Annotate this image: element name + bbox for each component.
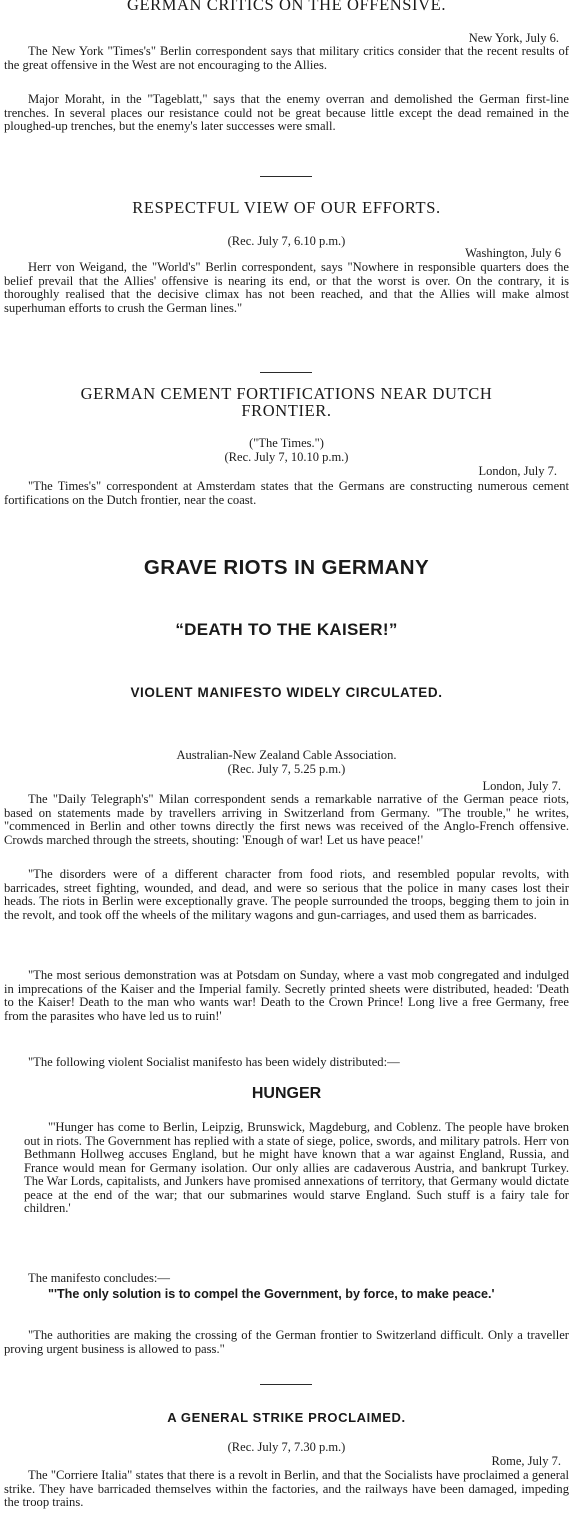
manifesto-quote: "'Hunger has come to Berlin, Leipzig, Brunswick, Magdeburg, and Coblenz. The people have broken out in riots. The Government has replied with a state of siege, police, swords, and military patrols. Herr von Bethmann Hollweg accuses England, but he might have known that a war against England, Russia, and France would mean for Germany isolation. Our only allies are cadaverous Austria, and bankrupt Turkey. The War Lords, capitalists, and Junkers have promised annexations of territory, that Germany would dictate peace at the end of the war; that our submarines would starve England. Such stuff is a fairy tale for children.' <box>24 1120 569 1215</box>
strike-paragraph-1: The "Corriere Italia" states that there is a revolt in Berlin, and that the Socialists have proclaimed a general strike. They have barricaded themselves within the factories, and the railways have been damaged, impeding the troop trains. <box>4 1468 569 1509</box>
riots-paragraph-4: "The following violent Socialist manifesto has been widely distributed:— <box>28 1055 400 1069</box>
rec-time: (Rec. July 7, 10.10 p.m.) <box>224 450 349 464</box>
headline-german-critics: GERMAN CRITICS ON THE OFFENSIVE. <box>126 0 447 14</box>
headline-cement-line1: GERMAN CEMENT FORTIFICATIONS NEAR DUTCH <box>80 384 493 403</box>
dateline-rome: Rome, July 7. <box>491 1454 561 1468</box>
source-the-times: ("The Times.") <box>249 436 324 450</box>
headline-respectful-view: RESPECTFUL VIEW OF OUR EFFORTS. <box>132 198 441 217</box>
dateline-london: London, July 7. <box>482 779 561 793</box>
subhead-death-to-kaiser: “DEATH TO THE KAISER!” <box>175 620 398 639</box>
dateline-london: London, July 7. <box>478 464 557 478</box>
manifesto-concludes: The manifesto concludes:— <box>28 1271 170 1285</box>
subhead-hunger: HUNGER <box>251 1085 322 1102</box>
dateline-washington: Washington, July 6 <box>465 246 561 260</box>
headline-grave-riots: GRAVE RIOTS IN GERMANY <box>143 556 430 579</box>
dateline-new-york: New York, July 6. <box>468 31 559 45</box>
subhead-violent-manifesto: VIOLENT MANIFESTO WIDELY CIRCULATED. <box>130 685 443 700</box>
separator-rule <box>260 372 312 373</box>
riots-paragraph-3: "The most serious demonstration was at Potsdam on Sunday, where a vast mob congregated and indulged in imprecations of the Kaiser and the Imperial family. Secretly printed sheets were distributed, headed: 'Death to the Kaiser! Death to the man who wants war! Death to the Crown Prince! Long live a free Germany, free from the parasites who have led us to ruin!' <box>4 968 569 1023</box>
critics-paragraph-2: Major Moraht, in the "Tageblatt," says that the enemy overran and demolished the German first-line trenches. In several places our resistance could not be great because little except the dead remained in the ploughed-up trenches, but the enemy's later successes were small. <box>4 92 569 133</box>
cable-association: Australian-New Zealand Cable Association. <box>176 748 397 762</box>
separator-rule <box>260 176 312 177</box>
headline-cement-line2: FRONTIER. <box>241 401 332 420</box>
rec-time: (Rec. July 7, 7.30 p.m.) <box>227 1440 346 1454</box>
rec-time: (Rec. July 7, 6.10 p.m.) <box>227 234 346 248</box>
separator-rule <box>260 1384 312 1385</box>
riots-paragraph-5: "The authorities are making the crossing of the German frontier to Switzerland difficult. Only a traveller proving urgent business is allowed to pass." <box>4 1328 569 1356</box>
riots-paragraph-2: "The disorders were of a different character from food riots, and resembled popular revolts, with barricades, street fighting, wounded, and dead, and were so serious that the police in many cases lost their heads. The riots in Berlin were exceptionally grave. The people surrounded the troops, begging them to join in the revolt, and took off the wheels of the military wagons and gun-carriages, and used them as barricades. <box>4 867 569 922</box>
headline-general-strike: A GENERAL STRIKE PROCLAIMED. <box>167 1410 406 1425</box>
respectful-paragraph-1: Herr von Weigand, the "World's" Berlin correspondent, says "Nowhere in responsible quarters does the belief prevail that the Allies' offensive is nearing its end, or that the worst is over. On the contrary, it is thoroughly realised that the decisive climax has not been reached, and that the Allies will make almost superhuman efforts to crush the German lines." <box>4 260 569 315</box>
manifesto-conclusion-quote: "'The only solution is to compel the Government, by force, to make peace.' <box>48 1287 495 1301</box>
riots-paragraph-1: The "Daily Telegraph's" Milan correspondent sends a remarkable narrative of the German peace riots, based on statements made by travellers arriving in Switzerland from Germany. "The trouble," he writes, "commenced in Berlin and other towns directly the first news was received of the Anglo-French offensive. Crowds marched through the streets, shouting: 'Enough of war! Let us have peace!' <box>4 792 569 847</box>
critics-paragraph-1: The New York "Times's" Berlin correspondent says that military critics consider that the recent results of the great offensive in the West are not encouraging to the Allies. <box>4 44 569 72</box>
cement-paragraph-1: "The Times's" correspondent at Amsterdam states that the Germans are constructing numerous cement fortifications on the Dutch frontier, near the coast. <box>4 479 569 507</box>
rec-time: (Rec. July 7, 5.25 p.m.) <box>227 762 346 776</box>
